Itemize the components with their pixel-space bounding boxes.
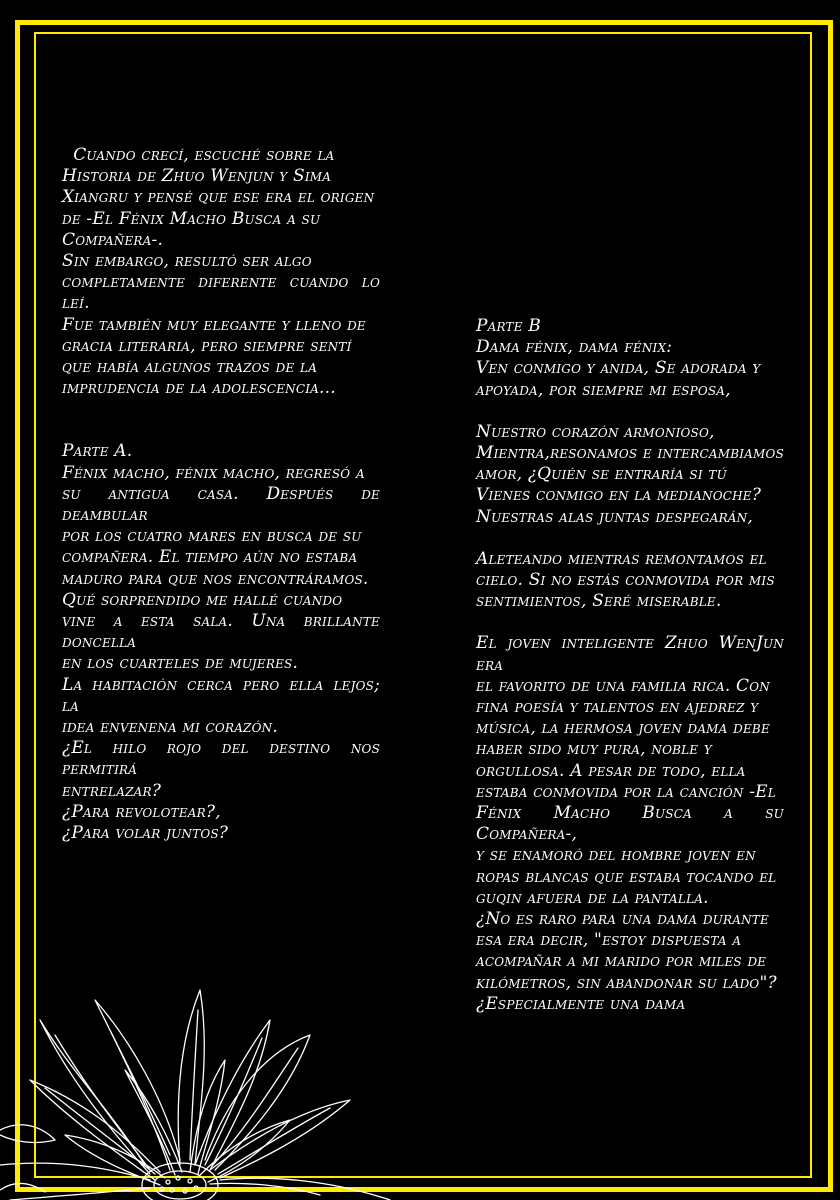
section-heading-part-a: Parte A. — [62, 441, 133, 462]
text-line: imprudencia de la adolescencia... — [62, 378, 336, 399]
text-line: Nuestras alas juntas despegarán, — [476, 506, 753, 527]
text-line: ¿El hilo rojo del destino nos permitirá — [62, 738, 380, 780]
stanza-4-paragraph — [476, 633, 784, 1015]
text-line: Dama fénix, dama fénix: — [476, 337, 673, 358]
text-line: en los cuarteles de mujeres. — [62, 653, 299, 674]
text-line: Ven conmigo y anida, Se adorada y — [476, 358, 761, 379]
text-line: La habitación cerca pero ella lejos; la — [62, 674, 380, 716]
part-b-paragraph — [476, 316, 784, 401]
text-line: Aleteando mientras remontamos el — [476, 548, 767, 569]
text-line: apoyada, por siempre mi esposa, — [476, 379, 731, 400]
paragraph-gap — [476, 528, 784, 549]
text-line: Qué sorprendido me hallé cuando — [62, 589, 343, 610]
intro-paragraph — [62, 145, 380, 399]
text-line: ¿Para volar juntos? — [62, 823, 229, 844]
text-line: maduro para que nos encontráramos. — [62, 568, 369, 589]
text-line: y se enamoró del hombre joven en — [476, 845, 756, 866]
text-line: Sin embargo, resultó ser algo — [62, 251, 312, 272]
text-line: cielo. Si no estás conmovida por mis — [476, 570, 775, 591]
section-heading-part-b: Parte B — [476, 316, 541, 336]
chrysanthemum-icon — [0, 960, 400, 1200]
part-a-paragraph — [62, 441, 380, 844]
text-line: completamente diferente cuando lo leí. — [62, 272, 380, 314]
left-text-column — [62, 145, 380, 844]
text-line: Vienes conmigo en la medianoche? — [476, 485, 762, 506]
text-line: orgullosa. A pesar de todo, ella — [476, 760, 746, 781]
text-line: Xiangru y pensé que ese era el origen — [62, 187, 375, 208]
text-line: Fénix Macho Busca a su Compañera-, — [476, 803, 784, 845]
text-line: amor, ¿Quién se entraría si tú — [476, 464, 727, 485]
text-line: guqin afuera de la pantalla. — [476, 887, 709, 908]
text-line: Compañera-. — [62, 229, 164, 250]
text-line: ¿Especialmente una dama — [476, 993, 686, 1014]
text-line: acompañar a mi marido por miles de — [476, 951, 767, 972]
text-line: kilómetros, sin abandonar su lado"? — [476, 972, 777, 993]
text-line: Cuando crecí, escuché sobre la — [62, 145, 335, 165]
text-line: esa era decir, "estoy dispuesta a — [476, 930, 742, 951]
paragraph-gap — [476, 612, 784, 633]
text-line: fina poesía y talentos en ajedrez y — [476, 697, 759, 718]
text-line: gracia literaria, pero siempre sentí — [62, 335, 352, 356]
stanza-3-paragraph — [476, 549, 784, 613]
text-line: de -El Fénix Macho Busca a su — [62, 208, 321, 229]
paragraph-gap — [476, 401, 784, 422]
right-text-column — [476, 316, 784, 1015]
text-line: entrelazar? — [62, 780, 162, 801]
text-line: ¿Para revolotear?, — [62, 801, 221, 822]
text-line: idea envenena mi corazón. — [62, 717, 278, 738]
text-line: compañera. El tiempo aún no estaba — [62, 547, 358, 568]
text-line: El joven inteligente Zhuo WenJun era — [476, 633, 784, 675]
text-line: haber sido muy pura, noble y — [476, 739, 712, 760]
text-line: ropas blancas que estaba tocando el — [476, 866, 777, 887]
text-line: el favorito de una familia rica. Con — [476, 675, 770, 696]
text-line: vine a esta sala. Una brillante doncella — [62, 611, 380, 653]
text-line: su antigua casa. Después de deambular — [62, 483, 380, 526]
text-line: Historia de Zhuo Wenjun y Sima — [62, 166, 332, 187]
text-line: Fue también muy elegante y lleno de — [62, 314, 366, 335]
text-line: Mientra,resonamos e intercambiamos — [476, 443, 784, 464]
text-line: que había algunos trazos de la — [62, 357, 318, 378]
text-line: ¿No es raro para una dama durante — [476, 909, 769, 930]
text-line: Fénix macho, fénix macho, regresó a — [62, 462, 365, 483]
text-line: música, la hermosa joven dama debe — [476, 718, 770, 739]
text-line: sentimientos, Seré miserable. — [476, 591, 722, 612]
stanza-2-paragraph — [476, 422, 784, 528]
text-line: estaba conmovida por la canción -El — [476, 781, 776, 802]
text-line: Nuestro corazón armonioso, — [476, 421, 715, 442]
paragraph-gap — [62, 399, 380, 441]
text-line: por los cuatro mares en busca de su — [62, 526, 362, 547]
